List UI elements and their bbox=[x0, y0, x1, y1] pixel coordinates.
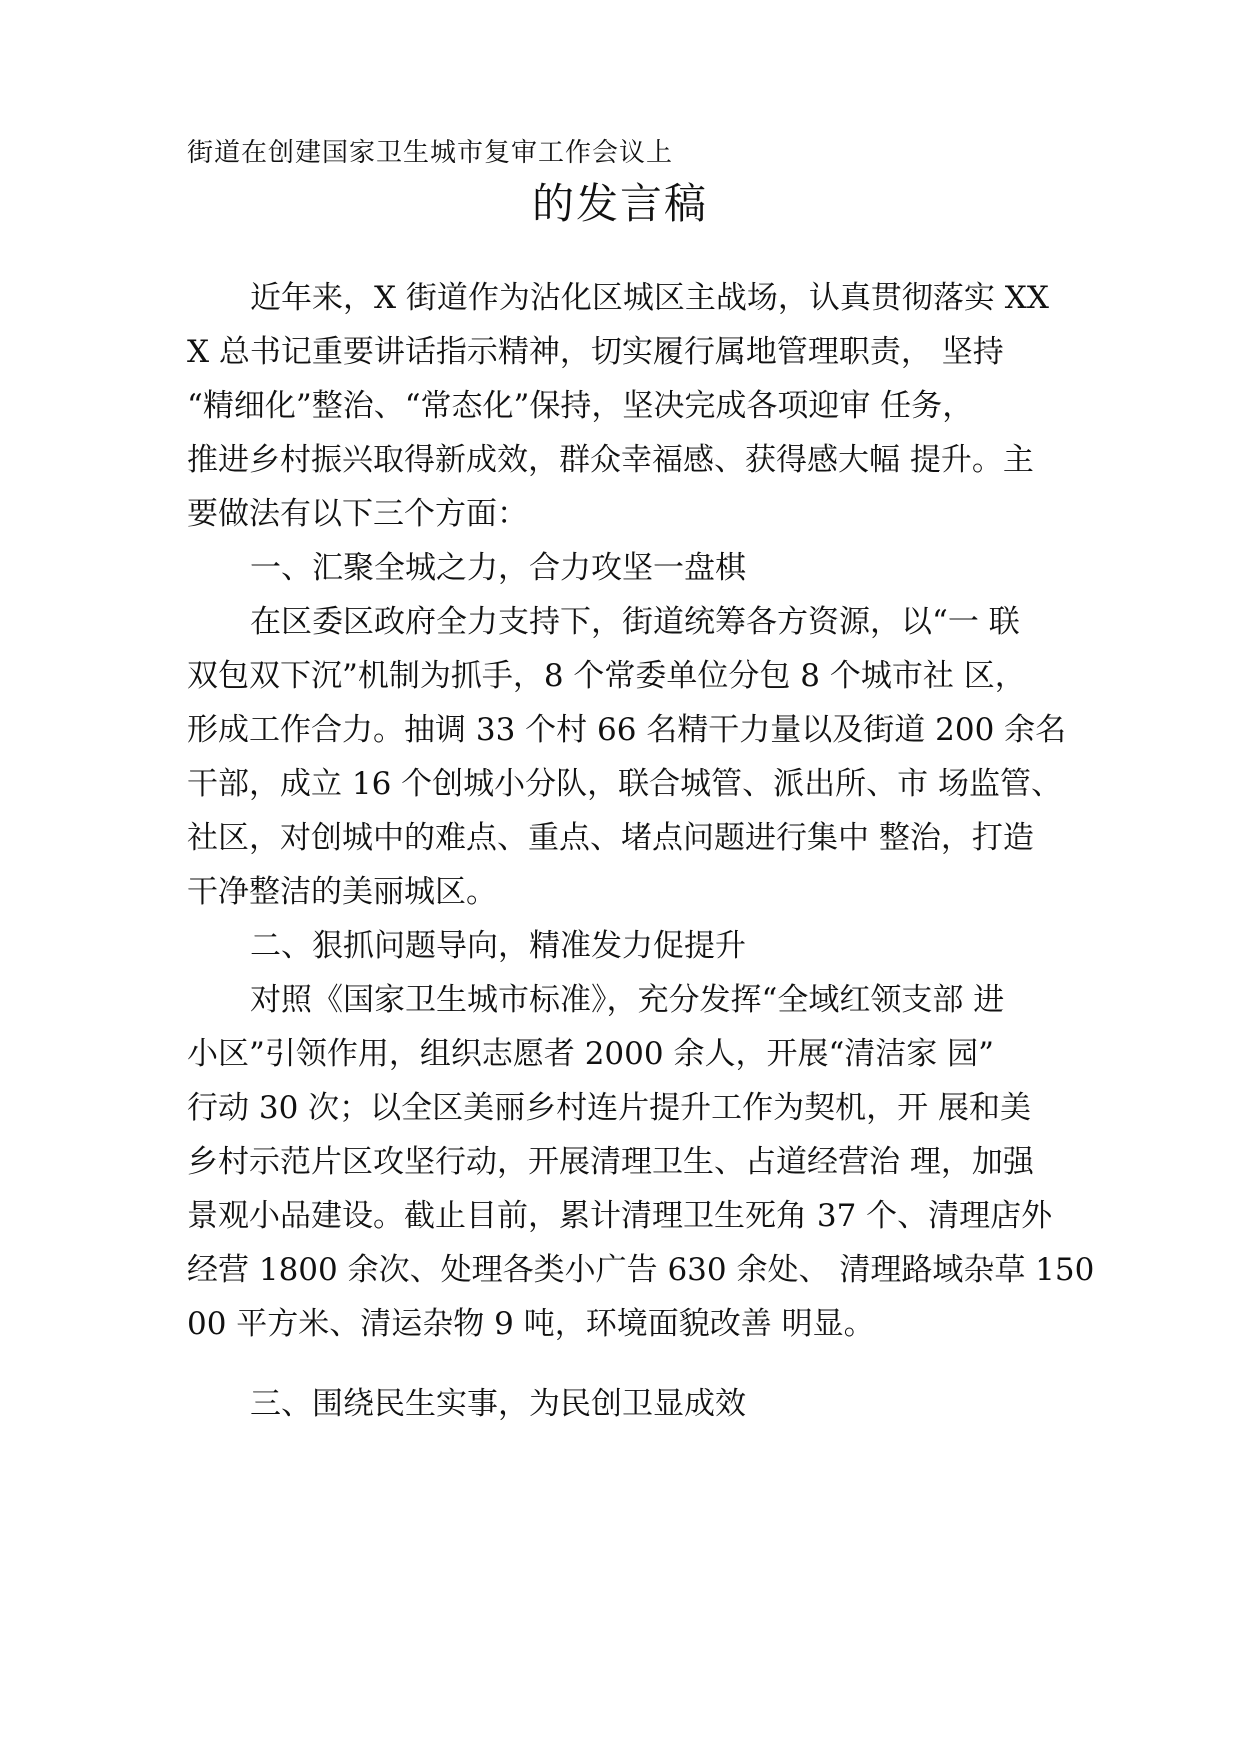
document-title-line-2: 的发言稿 bbox=[531, 179, 708, 228]
body-line: 双包双下沉”机制为抓手，8 个常委单位分包 8 个城市社 区， bbox=[187, 658, 1026, 694]
body-line: 形成工作合力。抽调 33 个村 66 名精干力量以及街道 200 余名 bbox=[187, 712, 1067, 748]
body-line: 要做法有以下三个方面： bbox=[187, 496, 528, 532]
body-line: 近年来，X 街道作为沾化区城区主战场，认真贯彻落实 XX bbox=[250, 280, 1049, 316]
body-line: 小区”引领作用，组织志愿者 2000 余人，开展“清洁家 园” bbox=[187, 1036, 994, 1072]
section-heading-2: 二、狠抓问题导向，精准发力促提升 bbox=[250, 928, 746, 964]
body-line: 在区委区政府全力支持下，街道统筹各方资源，以“一 联 bbox=[250, 604, 1020, 640]
body-line: 00 平方米、清运杂物 9 吨，环境面貌改善 明显。 bbox=[187, 1306, 875, 1342]
body-line: 社区，对创城中的难点、重点、堵点问题进行集中 整治，打造 bbox=[187, 820, 1034, 856]
body-line: 干净整洁的美丽城区。 bbox=[187, 874, 497, 910]
body-line: “精细化”整治、“常态化”保持，坚决完成各项迎审 任务， bbox=[187, 388, 974, 424]
body-line: 干部，成立 16 个创城小分队，联合城管、派出所、市 场监管、 bbox=[187, 766, 1063, 802]
body-line: X 总书记重要讲话指示精神，切实履行属地管理职责， 坚持 bbox=[187, 334, 1004, 370]
document-title-line-1: 街道在创建国家卫生城市复审工作会议上 bbox=[187, 138, 674, 168]
body-line: 景观小品建设。截止目前，累计清理卫生死角 37 个、清理店外 bbox=[187, 1198, 1053, 1234]
body-line: 行动 30 次；以全区美丽乡村连片提升工作为契机，开 展和美 bbox=[187, 1090, 1032, 1126]
body-line: 经营 1800 余次、处理各类小广告 630 余处、 清理路域杂草 150 bbox=[187, 1252, 1095, 1288]
body-line: 乡村示范片区攻坚行动，开展清理卫生、占道经营治 理，加强 bbox=[187, 1144, 1034, 1180]
section-heading-3: 三、围绕民生实事，为民创卫显成效 bbox=[250, 1386, 746, 1422]
section-heading-1: 一、汇聚全城之力，合力攻坚一盘棋 bbox=[250, 550, 746, 586]
body-line: 对照《国家卫生城市标准》，充分发挥“全域红领支部 进 bbox=[250, 982, 1005, 1018]
body-line: 推进乡村振兴取得新成效，群众幸福感、获得感大幅 提升。主 bbox=[187, 442, 1034, 478]
